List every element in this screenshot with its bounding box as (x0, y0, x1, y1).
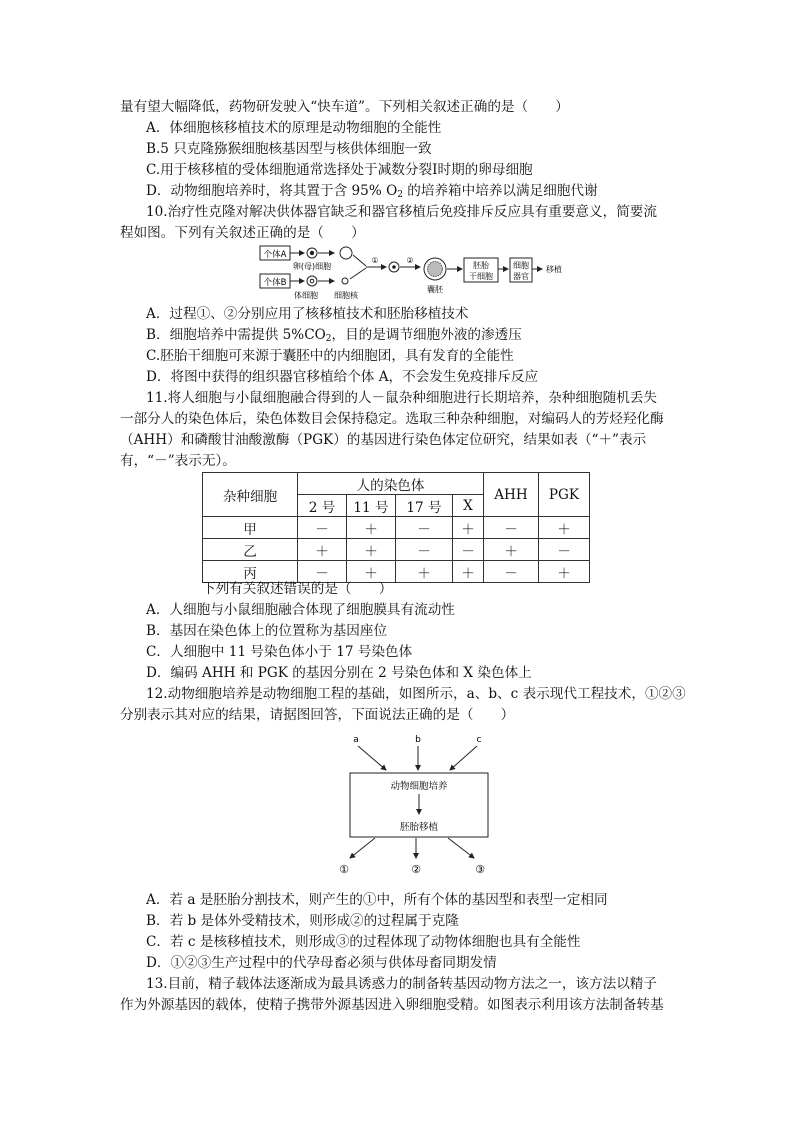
q12-option-d: D．①②③生产过程中的代孕母畜必须与供体母畜同期发情 (146, 955, 497, 971)
q12-stem-line2: 分别表示其对应的结果，请据图回答，下面说法正确的是（ ） (120, 707, 515, 723)
q10-option-a: A．过程①、②分别应用了核移植技术和胚胎移植技术 (146, 306, 469, 322)
table-cell: － (396, 517, 453, 539)
input-b-label: b (415, 735, 421, 745)
culture-label: 动物细胞培养 (390, 781, 448, 792)
q13-stem-line2: 作为外源基因的载体，使精子携带外源基因进入卵细胞受精。如图表示利用该方法制备转基 (120, 997, 664, 1013)
subscript: 2 (397, 190, 403, 200)
table-cell: ＋ (347, 539, 396, 561)
q11-prompt: 下列有关叙述错误的是（ ） (202, 581, 393, 597)
output-3-label: ③ (475, 863, 485, 876)
step-2-label: ② (406, 256, 414, 265)
output-1-label: ① (339, 863, 349, 876)
q12-stem-line1: 12.动物细胞培养是动物细胞工程的基础，如图所示，a、b、c 表示现代工程技术，①②③ (146, 686, 686, 702)
q9-option-a: A．体细胞核移植技术的原理是动物细胞的全能性 (146, 120, 442, 136)
q11-stem-line3: （AHH）和磷酸甘油酸激酶（PGK）的基因进行染色体定位研究，结果如表（“＋”表示 (120, 432, 647, 448)
q11-stem-line4: 有，“－”表示无）。 (120, 453, 236, 469)
table-cell: ＋ (484, 539, 539, 561)
table-cell: － (298, 561, 347, 583)
table-cell: － (396, 539, 453, 561)
row-name: 丙 (203, 561, 298, 583)
q9-option-c: C.用于核移植的受体细胞通常选择处于减数分裂Ⅰ时期的卵母细胞 (146, 162, 533, 178)
header-chr-x: X (453, 495, 484, 517)
transplant-label: 移植 (546, 265, 562, 274)
q10-option-c: C.胚胎干细胞可来源于囊胚中的内细胞团，具有发育的全能性 (146, 348, 514, 364)
q11-option-b: B．基因在染色体上的位置称为基因座位 (146, 623, 388, 639)
table-cell: ＋ (347, 561, 396, 583)
input-a-label: a (353, 735, 359, 745)
q10-option-d: D．将图中获得的组织器官移植给个体 A，不会发生免疫排斥反应 (146, 369, 539, 385)
table-cell: ＋ (539, 561, 590, 583)
q12-flow-diagram (330, 730, 500, 880)
header-ahh: AHH (484, 473, 539, 517)
donor-a-label: 个体A (263, 250, 287, 260)
q10-option-b: B．细胞培养中需提供 $5\%CO_2$，目的是调节细胞外液的渗透压 (146, 327, 522, 344)
stem-cell-label-1: 胚胎 (473, 261, 489, 270)
row-name: 乙 (203, 539, 298, 561)
embryo-transfer-label: 胚胎移植 (399, 822, 439, 833)
nucleus-label: 细胞核 (334, 291, 358, 300)
header-hybrid: 杂种细胞 (203, 473, 298, 517)
body-cell-label: 体细胞 (294, 291, 318, 300)
q9-stem-tail: 量有望大幅降低，药物研发驶入“快车道”。下列相关叙述正确的是（ ） (120, 99, 569, 115)
q11-stem-line2: 一部分人的染色体后，染色体数目会保持稳定。选取三种杂种细胞，对编码人的芳烃羟化酶 (120, 411, 664, 427)
chromosome-table (202, 472, 590, 583)
donor-b-label: 个体B (263, 278, 287, 288)
blastocyst-label: 囊胚 (427, 285, 443, 294)
q10-flow-diagram (258, 244, 568, 302)
table-cell: ＋ (396, 561, 453, 583)
enucleated-egg-icon (340, 247, 352, 259)
table-cell: ＋ (298, 539, 347, 561)
q11-option-a: A．人细胞与小鼠细胞融合体现了细胞膜具有流动性 (146, 602, 455, 618)
q11-option-c: C．人细胞中 11 号染色体小于 17 号染色体 (146, 644, 413, 660)
q11-option-d: D．编码 AHH 和 PGK 的基因分别在 2 号染色体和 X 染色体上 (146, 665, 532, 681)
q10-stem-line1: 10.治疗性克隆对解决供体器官缺乏和器官移植后免疫排斥反应具有重要意义，简要流 (146, 204, 657, 220)
organ-label-2: 器官 (513, 272, 529, 281)
table-row (203, 539, 590, 561)
subscript: 2 (325, 334, 332, 344)
table-cell: ＋ (453, 561, 484, 583)
stem-cell-label-2: 干细胞 (469, 272, 493, 281)
q12-option-a: A．若 a 是胚胎分割技术，则产生的①中，所有个体的基因型和表型一定相同 (146, 892, 608, 908)
table-cell: － (298, 517, 347, 539)
q9-option-b: B.5 只克隆猕猴细胞核基因型与核供体细胞一致 (146, 141, 432, 157)
table-cell: ＋ (453, 517, 484, 539)
table-cell: － (539, 539, 590, 561)
step-1-label: ① (371, 256, 379, 265)
table-cell: ＋ (347, 517, 396, 539)
egg-cell-label: 卵(母)细胞 (292, 262, 332, 271)
row-name: 甲 (203, 517, 298, 539)
input-c-label: c (476, 735, 482, 745)
nucleus-icon (342, 278, 348, 284)
q9-option-d: D．动物细胞培养时，将其置于含 95% $O_2$ 的培养箱中培养以满足细胞代谢 (146, 183, 598, 200)
q11-stem-line1: 11.将人细胞与小鼠细胞融合得到的人－鼠杂种细胞进行长期培养，杂种细胞随机丢失 (146, 390, 657, 406)
table-header-row (203, 473, 590, 495)
header-human-chromosome: 人的染色体 (298, 473, 484, 495)
header-chr-2: 2 号 (298, 495, 347, 517)
output-2-label: ② (411, 863, 421, 876)
table-row (203, 517, 590, 539)
table-cell: － (453, 539, 484, 561)
table-cell: － (484, 517, 539, 539)
q10-stem-line2: 程如图。下列有关叙述正确的是（ ） (120, 225, 365, 241)
q12-option-b: B．若 b 是体外受精技术，则形成②的过程属于克隆 (146, 913, 459, 929)
header-chr-17: 17 号 (396, 495, 453, 517)
table-cell: ＋ (539, 517, 590, 539)
table-cell: － (484, 561, 539, 583)
header-chr-11: 11 号 (347, 495, 396, 517)
q13-stem-line1: 13.目前，精子载体法逐渐成为最具诱惑力的制备转基因动物方法之一，该方法以精子 (146, 976, 657, 992)
organ-label-1: 细胞 (513, 261, 529, 270)
q12-option-c: C．若 c 是核移植技术，则形成③的过程体现了动物体细胞也具有全能性 (146, 934, 581, 950)
header-pgk: PGK (539, 473, 590, 517)
